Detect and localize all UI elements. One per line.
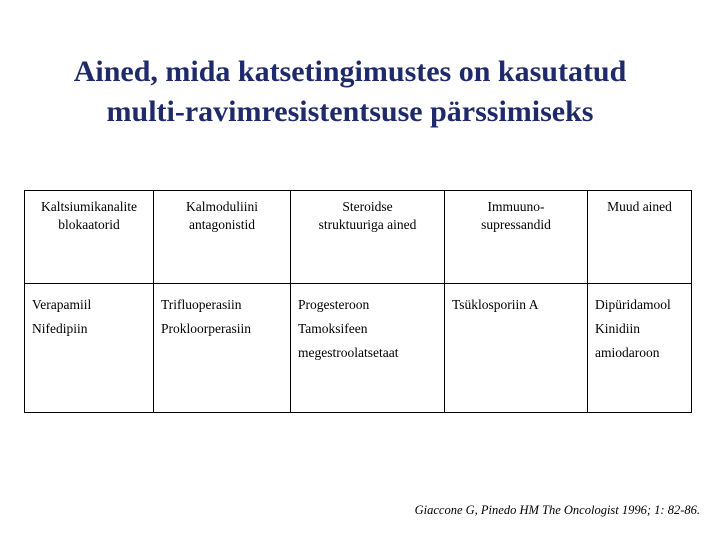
drug-name: Tamoksifeen — [298, 321, 368, 336]
slide-title — [0, 52, 700, 132]
drug-name: megestroolatsetaat — [298, 345, 399, 360]
slide-title-line-2: multi-ravimresistentsuse pärssimiseks — [106, 95, 594, 128]
drug-name: Verapamiil — [32, 297, 92, 312]
header-line: antagonistid — [189, 217, 255, 232]
header-cell-other-agents — [588, 191, 692, 284]
drug-name: Nifedipiin — [32, 321, 88, 336]
slide-title-line-1: Ained, mida katsetingimustes on kasutatud — [73, 55, 627, 88]
header-line: supressandid — [481, 217, 551, 232]
body-cell-calcium-channel-blockers — [25, 284, 154, 413]
header-line: Immuuno- — [487, 199, 545, 214]
header-cell-calmodulin-antagonists — [154, 191, 291, 284]
header-line: Kalmoduliini — [186, 199, 258, 214]
header-cell-immunosuppressants — [445, 191, 588, 284]
header-line: Muud ained — [607, 199, 672, 214]
table-body-row — [25, 284, 692, 413]
header-line: Steroidse — [342, 199, 393, 214]
drug-name: amiodaroon — [595, 345, 660, 360]
header-line: blokaatorid — [58, 217, 120, 232]
drug-classes-table — [24, 190, 692, 413]
drug-name: Trifluoperasiin — [161, 297, 242, 312]
drug-name: Tsüklosporiin A — [452, 297, 539, 312]
header-line: struktuuriga ained — [318, 217, 417, 232]
body-cell-calmodulin-antagonists — [154, 284, 291, 413]
drug-name: Dipüridamool — [595, 297, 671, 312]
header-cell-calcium-channel-blockers — [25, 191, 154, 284]
citation: Giaccone G, Pinedo HM The Oncologist 1996; 1: 82-86. — [414, 503, 700, 517]
table-header-row — [25, 191, 692, 284]
body-cell-immunosuppressants — [445, 284, 588, 413]
header-line: Kaltsiumikanalite — [41, 199, 137, 214]
body-cell-other-agents — [588, 284, 692, 413]
body-cell-steroid-compounds — [291, 284, 445, 413]
header-cell-steroid-compounds — [291, 191, 445, 284]
drug-name: Progesteroon — [298, 297, 370, 312]
drug-name: Kinidiin — [595, 321, 641, 336]
drug-name: Prokloorperasiin — [161, 321, 251, 336]
